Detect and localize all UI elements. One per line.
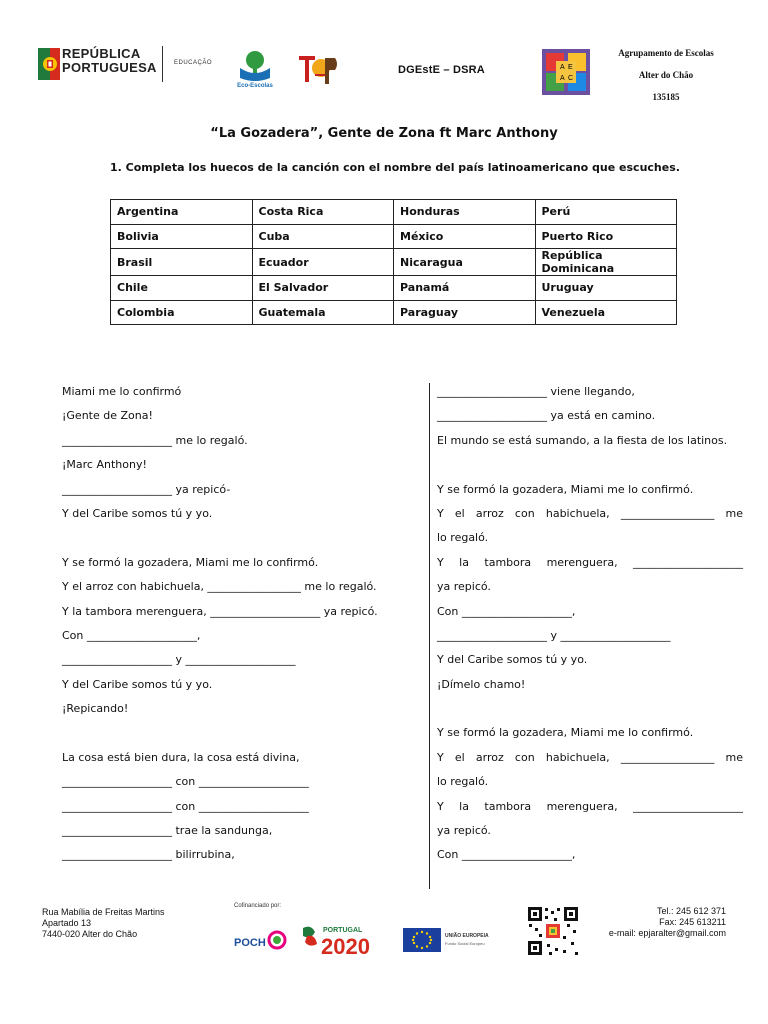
eco-escolas-logo bbox=[234, 48, 276, 93]
contact-info bbox=[590, 906, 726, 939]
school-logo-letter-2: E bbox=[568, 64, 573, 71]
school-logo-letter-1: A bbox=[560, 64, 565, 71]
lyric-line: Y el arroz con habichuela, _________________ me bbox=[437, 506, 743, 520]
country-cell: Bolivia bbox=[111, 224, 253, 249]
lyric-line: Y la tambora merenguera, ____________________ ya repicó. bbox=[62, 604, 378, 618]
educacao-label: EDUCAÇÃO bbox=[174, 60, 213, 66]
country-cell: Brasil bbox=[111, 249, 253, 276]
lyric-line: lo regaló. bbox=[437, 531, 489, 545]
poch-text: POCH bbox=[234, 937, 266, 949]
school-name-line2: Alter do Chão bbox=[638, 70, 694, 80]
header-divider bbox=[162, 46, 163, 82]
country-cell: México bbox=[394, 224, 536, 249]
lyric-line: ¡Repicando! bbox=[62, 702, 129, 716]
instruction-text: 1. Completa los huecos de la canción con el nombre del país latinoamericano que escuches. bbox=[110, 161, 680, 174]
lyric-line: Y la tambora merenguera, ____________________ bbox=[437, 799, 743, 813]
portugal-text: PORTUGAL bbox=[323, 927, 363, 934]
country-cell: Uruguay bbox=[535, 276, 677, 301]
lyric-line: ____________________ y ____________________ bbox=[62, 653, 296, 667]
lyric-line: ____________________ y ____________________ bbox=[437, 628, 671, 642]
phone-number: Tel.: 245 612 371 bbox=[656, 906, 726, 916]
table-row bbox=[111, 224, 677, 249]
cofinanciado-label: Cofinanciado por: bbox=[234, 903, 282, 909]
country-cell: Paraguay bbox=[394, 300, 536, 325]
teip-logo bbox=[295, 46, 341, 97]
portugal-2020-icon bbox=[301, 922, 391, 956]
lyric-line: ____________________ trae la sandunga, bbox=[62, 824, 273, 838]
country-cell: Guatemala bbox=[252, 300, 394, 325]
lyric-line: ____________________ ya está en camino. bbox=[437, 409, 656, 423]
school-name-line1: Agrupamento de Escolas bbox=[618, 48, 714, 58]
country-cell: Honduras bbox=[394, 200, 536, 225]
country-cell: Argentina bbox=[111, 200, 253, 225]
poch-icon bbox=[233, 928, 289, 952]
stanza-gap bbox=[437, 697, 743, 721]
lyric-line: ____________________ con ____________________ bbox=[62, 799, 309, 813]
eu-flag-icon bbox=[403, 926, 493, 954]
qr-code bbox=[527, 906, 579, 961]
lyric-line: ya repicó. bbox=[437, 580, 491, 594]
lyric-line: Y se formó la gozadera, Miami me lo confirmó. bbox=[62, 555, 319, 569]
table-row bbox=[111, 300, 677, 325]
lyric-line: Y se formó la gozadera, Miami me lo confirmó. bbox=[437, 482, 694, 496]
dgeste-label: DGEstE – DSRA bbox=[398, 64, 485, 76]
portugal-emblem-icon bbox=[36, 46, 62, 82]
lyrics-left-column bbox=[62, 380, 418, 868]
republica-portuguesa-text bbox=[62, 47, 157, 75]
lyric-line: ____________________ viene llegando, bbox=[437, 385, 635, 398]
school-address bbox=[42, 907, 165, 940]
lyric-line: El mundo se está sumando, a la fiesta de los latinos. bbox=[437, 433, 728, 447]
ue-line1: UNIÃO EUROPEIA bbox=[445, 933, 489, 939]
lyric-line: La cosa está bien dura, la cosa está divina, bbox=[62, 750, 300, 764]
address-line3: 7440-020 Alter do Chão bbox=[42, 929, 138, 939]
table-row bbox=[111, 249, 677, 276]
worksheet-title: “La Gozadera”, Gente de Zona ft Marc Anthony bbox=[210, 126, 558, 141]
school-logo-letter-4: C bbox=[568, 75, 574, 82]
lyric-line: Miami me lo confirmó bbox=[62, 385, 182, 398]
lyric-line: ____________________ con ____________________ bbox=[62, 775, 309, 789]
poch-logo bbox=[233, 928, 289, 957]
stanza-gap bbox=[62, 526, 418, 550]
lyric-line: Con ____________________, bbox=[62, 628, 201, 642]
email-address: e-mail: epjaralter@gmail.com bbox=[608, 928, 726, 938]
country-cell: El Salvador bbox=[252, 276, 394, 301]
lyric-line: Y del Caribe somos tú y yo. bbox=[437, 653, 588, 667]
table-row bbox=[111, 200, 677, 225]
country-cell: Puerto Rico bbox=[535, 224, 677, 249]
lyric-line: Y el arroz con habichuela, _________________ me bbox=[437, 750, 743, 764]
lyric-line: Y se formó la gozadera, Miami me lo confirmó. bbox=[437, 726, 694, 740]
lyric-line: ¡Dímelo chamo! bbox=[437, 677, 526, 691]
republica-line1: REPÚBLICA bbox=[62, 46, 141, 61]
country-cell: Nicaragua bbox=[394, 249, 536, 276]
country-cell: República Dominicana bbox=[535, 249, 677, 276]
country-cell: Venezuela bbox=[535, 300, 677, 325]
agrupamento-logo-icon bbox=[540, 47, 592, 97]
school-logo-letter-3: A bbox=[560, 75, 565, 82]
eco-escolas-icon bbox=[234, 48, 276, 88]
lyric-line: Y la tambora merenguera, ____________________ bbox=[437, 555, 743, 569]
stanza-gap bbox=[437, 453, 743, 477]
republica-line2: PORTUGUESA bbox=[62, 60, 157, 75]
country-cell: Colombia bbox=[111, 300, 253, 325]
school-logo bbox=[540, 47, 592, 102]
column-divider bbox=[429, 383, 430, 889]
lyric-line: Con ____________________, bbox=[437, 604, 576, 618]
school-info bbox=[604, 42, 728, 108]
lyric-line: ya repicó. bbox=[437, 824, 491, 838]
lyric-line: ____________________ bilirrubina, bbox=[62, 848, 235, 862]
uniao-europeia-logo bbox=[403, 926, 493, 959]
country-cell: Ecuador bbox=[252, 249, 394, 276]
country-cell: Chile bbox=[111, 276, 253, 301]
eco-escolas-text: Eco-Escolas bbox=[237, 83, 273, 88]
lyric-line: ____________________ me lo regaló. bbox=[62, 433, 248, 447]
countries-table bbox=[110, 199, 677, 325]
address-line2: Apartado 13 bbox=[42, 918, 92, 928]
lyric-line: lo regaló. bbox=[437, 775, 489, 789]
portugal-2020-logo bbox=[301, 922, 391, 961]
stanza-gap bbox=[62, 721, 418, 745]
address-line1: Rua Mabília de Freitas Martins bbox=[42, 907, 165, 917]
lyric-line: ____________________ ya repicó- bbox=[62, 482, 231, 496]
lyric-line: Y el arroz con habichuela, _________________ me lo regaló. bbox=[62, 580, 377, 594]
country-cell: Panamá bbox=[394, 276, 536, 301]
country-cell: Perú bbox=[535, 200, 677, 225]
fax-number: Fax: 245 613211 bbox=[659, 917, 726, 927]
ue-line2: Fundo Social Europeu bbox=[445, 941, 485, 946]
pt2020-text: 2020 bbox=[321, 934, 370, 956]
country-cell: Costa Rica bbox=[252, 200, 394, 225]
lyric-line: ¡Marc Anthony! bbox=[62, 458, 147, 472]
qr-code-icon bbox=[527, 906, 579, 956]
lyric-line: Y del Caribe somos tú y yo. bbox=[62, 506, 213, 520]
teip-icon bbox=[295, 46, 341, 92]
school-code: 135185 bbox=[652, 92, 680, 102]
lyrics-right-column bbox=[437, 380, 743, 868]
lyric-line: Y del Caribe somos tú y yo. bbox=[62, 677, 213, 691]
table-row bbox=[111, 276, 677, 301]
lyric-line: Con ____________________, bbox=[437, 848, 576, 862]
lyric-line: ¡Gente de Zona! bbox=[62, 409, 153, 423]
country-cell: Cuba bbox=[252, 224, 394, 249]
